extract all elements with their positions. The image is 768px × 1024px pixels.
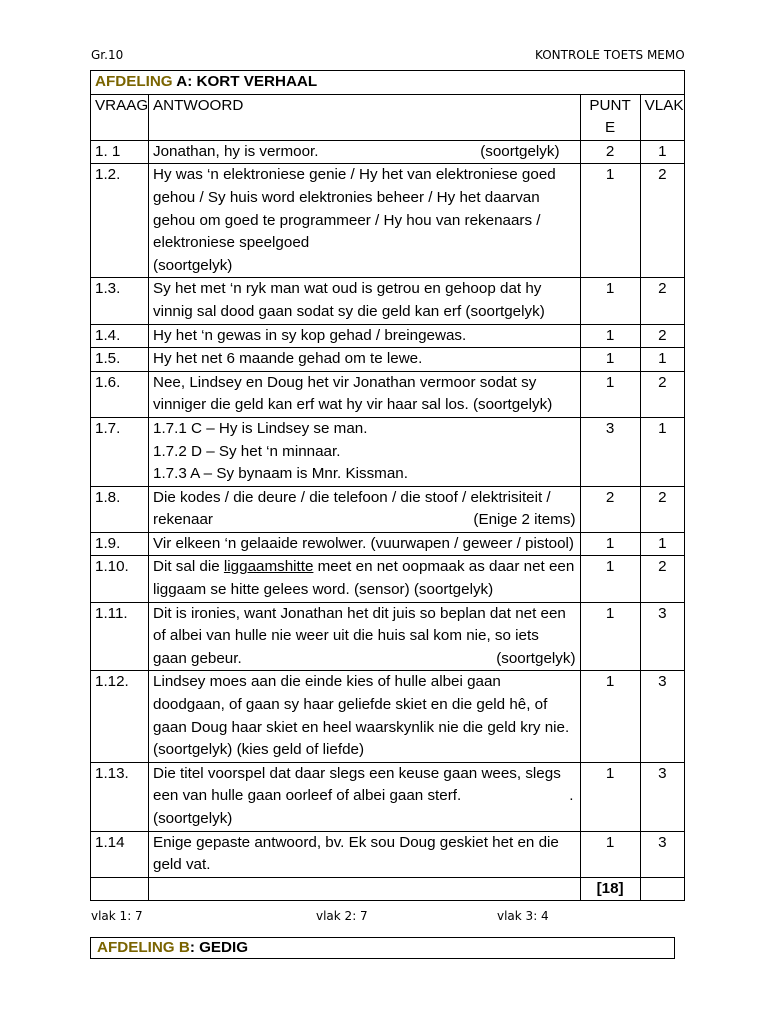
- empty-cell: [91, 877, 149, 901]
- answer-cell: [149, 324, 581, 348]
- vlak-value: 2: [640, 324, 684, 348]
- answer-text: rekenaar: [153, 511, 213, 529]
- answer-cell: [149, 164, 581, 278]
- answer-text: Lindsey moes aan die einde kies of hulle albei gaan: [153, 673, 501, 691]
- answer-text: Hy het net 6 maande gehad om te lewe.: [153, 350, 423, 368]
- answer-cell: [149, 831, 581, 877]
- answer-cell: [149, 278, 581, 324]
- vlak-value: 3: [640, 762, 684, 831]
- answer-text: Sy het met ‘n ryk man wat oud is getrou en gehoop dat hy: [153, 280, 542, 298]
- table-row: [91, 278, 685, 324]
- answer-text: (soortgelyk) (kies geld of liefde): [153, 741, 365, 759]
- answer-line: [153, 394, 576, 417]
- table-row: [91, 371, 685, 417]
- answer-line: [153, 278, 576, 301]
- punte-value: 3: [580, 417, 640, 486]
- answer-line: [153, 854, 576, 877]
- column-header-row: [91, 94, 685, 140]
- table-row: [91, 324, 685, 348]
- answer-line: [153, 372, 576, 395]
- answer-line: [153, 509, 576, 532]
- answer-line: [153, 164, 576, 187]
- question-number: 1.4.: [91, 324, 149, 348]
- answer-text: Jonathan, hy is vermoor.: [153, 142, 319, 160]
- answer-text: Hy het ‘n gewas in sy kop gehad / breingewas.: [153, 326, 467, 344]
- answer-text: liggaam se hitte gelees word. (sensor) (soortgelyk): [153, 581, 494, 599]
- punte-value: 1: [580, 532, 640, 556]
- vlak-value: 3: [640, 602, 684, 671]
- question-number: 1.8.: [91, 486, 149, 532]
- question-number: 1.11.: [91, 602, 149, 671]
- question-number: 1.3.: [91, 278, 149, 324]
- answer-cell: [149, 602, 581, 671]
- punte-value: 1: [580, 371, 640, 417]
- answer-line: [153, 487, 576, 510]
- section-a-title: [91, 71, 685, 95]
- answer-text: Dit is ironies, want Jonathan het dit juis so beplan dat net een: [153, 604, 566, 622]
- question-number: 1.2.: [91, 164, 149, 278]
- answer-cell: [149, 417, 581, 486]
- table-row: [91, 556, 685, 602]
- table-row: [91, 532, 685, 556]
- answer-line: [153, 418, 576, 441]
- section-a-prefix: AFDELING: [95, 73, 173, 90]
- answer-cell: [149, 371, 581, 417]
- question-number: 1.13.: [91, 762, 149, 831]
- answer-text: vinniger die geld kan erf wat hy vir haar sal los. (soortgelyk): [153, 396, 553, 414]
- answer-line: [153, 463, 576, 486]
- vlak-value: 2: [640, 278, 684, 324]
- memo-table: [90, 70, 685, 901]
- section-b-prefix: AFDELING B: [97, 939, 190, 956]
- answer-line: [153, 832, 576, 855]
- answer-cell: [149, 671, 581, 762]
- table-row: [91, 486, 685, 532]
- total-score: [18]: [580, 877, 640, 901]
- answer-line: [153, 625, 576, 648]
- section-b-name: : GEDIG: [189, 939, 249, 956]
- answer-line: [153, 348, 576, 371]
- answer-line: [153, 739, 576, 762]
- answer-text: 1.7.3 A – Sy bynaam is Mnr. Kissman.: [153, 465, 408, 483]
- footer-vlak-1: vlak 1: 7: [91, 909, 143, 923]
- vlak-value: 3: [640, 831, 684, 877]
- question-number: 1.12.: [91, 671, 149, 762]
- vlak-value: 2: [640, 164, 684, 278]
- answer-text: 1.7.2 D – Sy het ‘n minnaar.: [153, 442, 341, 460]
- answer-text: Enige gepaste antwoord, bv. Ek sou Doug geskiet het en die: [153, 833, 559, 851]
- answer-line: [153, 763, 576, 786]
- vlak-value: 2: [640, 486, 684, 532]
- answer-note: (Enige 2 items): [473, 511, 576, 529]
- vlak-value: 2: [640, 371, 684, 417]
- answer-line: [153, 694, 576, 717]
- column-header-punte: PUNT E: [580, 94, 640, 140]
- punte-value: 2: [580, 140, 640, 164]
- vlak-value: 1: [640, 417, 684, 486]
- question-number: 1.9.: [91, 532, 149, 556]
- answer-text: elektroniese speelgoed: [153, 234, 310, 252]
- table-row: [91, 140, 685, 164]
- column-header-antwoord: ANTWOORD: [149, 94, 581, 140]
- answer-text: een van hulle gaan oorleef of albei gaan sterf.: [153, 787, 462, 805]
- answer-line: [153, 533, 576, 556]
- header-grade: Gr.10: [91, 48, 124, 62]
- table-row: [91, 348, 685, 372]
- table-row: [91, 671, 685, 762]
- table-row: [91, 417, 685, 486]
- answer-line: [153, 325, 576, 348]
- question-number: 1. 1: [91, 140, 149, 164]
- answer-text: doodgaan, of gaan sy haar geliefde skiet en die geld hê, of: [153, 696, 548, 714]
- answer-line: [153, 301, 576, 324]
- vlak-value: 1: [640, 532, 684, 556]
- answer-cell: [149, 348, 581, 372]
- punte-value: 1: [580, 831, 640, 877]
- answer-cell: [149, 532, 581, 556]
- answer-text: (soortgelyk): [153, 810, 233, 827]
- answer-cell: [149, 140, 581, 164]
- footer-vlak-3: vlak 3: 4: [497, 909, 549, 923]
- answer-line: [153, 441, 576, 464]
- vlak-value: 1: [640, 348, 684, 372]
- table-row: [91, 831, 685, 877]
- answer-line: [153, 579, 576, 602]
- footer-vlak-2: vlak 2: 7: [316, 909, 368, 923]
- answer-text: 1.7.1 C – Hy is Lindsey se man.: [153, 419, 368, 437]
- answer-text: Die titel voorspel dat daar slegs een keuse gaan wees, slegs: [153, 764, 561, 782]
- section-a-row: [91, 71, 685, 95]
- answer-cell: [149, 556, 581, 602]
- answer-line: [153, 785, 576, 808]
- answer-text: gehou om goed te programmeer / Hy hou van rekenaars /: [153, 211, 541, 229]
- header-title: KONTROLE TOETS MEMO: [535, 48, 685, 62]
- answer-line: [153, 671, 576, 694]
- vlak-value: 1: [640, 140, 684, 164]
- column-header-vlak: VLAK: [640, 94, 684, 140]
- answer-text: Die kodes / die deure / die telefoon / die stoof / elektrisiteit /: [153, 488, 551, 506]
- question-number: 1.5.: [91, 348, 149, 372]
- answer-line: [153, 717, 576, 740]
- answer-text: gehou / Sy huis word elektronies beheer / Hy het daarvan: [153, 188, 540, 206]
- answer-line: [153, 141, 576, 164]
- answer-text: geld vat.: [153, 856, 211, 874]
- vlak-value: 3: [640, 671, 684, 762]
- answer-text: Hy was ‘n elektroniese genie / Hy het van elektroniese goed: [153, 166, 556, 184]
- table-row: [91, 602, 685, 671]
- punte-value: 1: [580, 164, 640, 278]
- answer-line: [153, 232, 576, 255]
- punte-value: 1: [580, 556, 640, 602]
- section-b-title: [90, 937, 675, 959]
- punte-value: 1: [580, 762, 640, 831]
- answer-text: gaan Doug haar skiet en heel waarskynlik nie die geld kry nie.: [153, 718, 570, 736]
- empty-cell: [640, 877, 684, 901]
- punte-value: 1: [580, 671, 640, 762]
- answer-cell: [149, 762, 581, 831]
- answer-text: (soortgelyk): [153, 256, 233, 274]
- question-number: 1.6.: [91, 371, 149, 417]
- answer-text: Vir elkeen ‘n gelaaide rewolwer. (vuurwapen / geweer / pistool): [153, 534, 574, 552]
- table-row: [91, 164, 685, 278]
- table-row: [91, 762, 685, 831]
- vlak-value: 2: [640, 556, 684, 602]
- punte-value: 1: [580, 348, 640, 372]
- answer-line: [153, 808, 576, 831]
- question-number: 1.10.: [91, 556, 149, 602]
- answer-text: Nee, Lindsey en Doug het vir Jonathan vermoor sodat sy: [153, 373, 537, 391]
- answer-note: (soortgelyk): [480, 142, 560, 160]
- answer-text: vinnig sal dood gaan sodat sy die geld kan erf (soortgelyk): [153, 302, 545, 320]
- answer-line: [153, 556, 576, 579]
- punte-value: 1: [580, 278, 640, 324]
- answer-line: [153, 603, 576, 626]
- question-number: 1.14: [91, 831, 149, 877]
- answer-text: Dit sal die liggaamshitte meet en net oopmaak as daar net een: [153, 558, 575, 576]
- punte-value: 2: [580, 486, 640, 532]
- answer-line: [153, 210, 576, 233]
- punte-value: 1: [580, 324, 640, 348]
- empty-cell: [149, 877, 581, 901]
- punte-value: 1: [580, 602, 640, 671]
- answer-text: of albei van hulle nie weer uit die huis sal kom nie, so iets: [153, 627, 539, 645]
- total-row: [91, 877, 685, 901]
- answer-cell: [149, 486, 581, 532]
- answer-note: (soortgelyk): [496, 649, 576, 667]
- answer-text: gaan gebeur.: [153, 649, 242, 667]
- answer-note: .: [569, 787, 574, 805]
- section-a-name: A: KORT VERHAAL: [172, 73, 318, 90]
- answer-line: [153, 255, 576, 278]
- question-number: 1.7.: [91, 417, 149, 486]
- column-header-vraag: VRAAG: [91, 94, 149, 140]
- answer-line: [153, 187, 576, 210]
- answer-line: [153, 648, 576, 671]
